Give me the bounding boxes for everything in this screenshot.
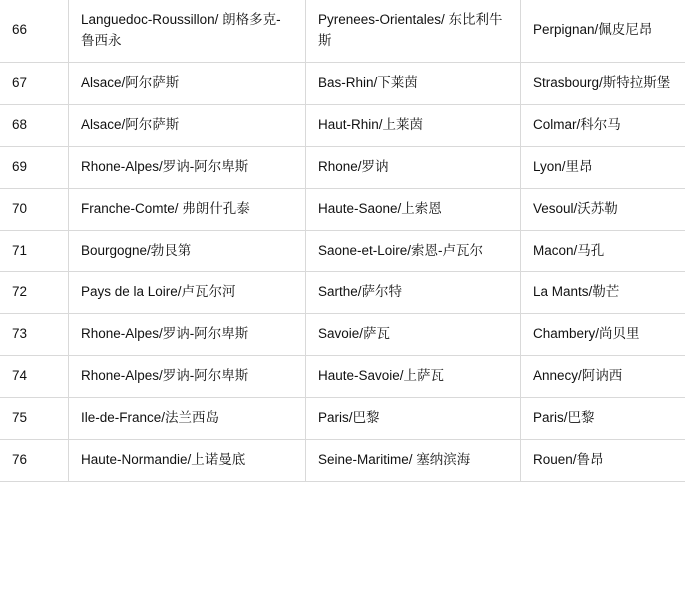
row-department: Haute-Savoie/上萨瓦 — [306, 356, 521, 398]
table-row — [0, 272, 685, 314]
row-city: Vesoul/沃苏勒 — [521, 188, 685, 230]
row-department: Saone-et-Loire/索恩-卢瓦尔 — [306, 230, 521, 272]
row-city: Macon/马孔 — [521, 230, 685, 272]
row-department: Sarthe/萨尔特 — [306, 272, 521, 314]
table-row — [0, 440, 685, 482]
row-city: Lyon/里昂 — [521, 146, 685, 188]
table-row — [0, 0, 685, 62]
table-row — [0, 104, 685, 146]
row-department: Rhone/罗讷 — [306, 146, 521, 188]
row-city: Strasbourg/斯特拉斯堡 — [521, 62, 685, 104]
table-row — [0, 356, 685, 398]
row-region: Rhone-Alpes/罗讷-阿尔卑斯 — [69, 314, 306, 356]
row-department: Savoie/萨瓦 — [306, 314, 521, 356]
row-region: Bourgogne/勃艮第 — [69, 230, 306, 272]
row-department: Haute-Saone/上索恩 — [306, 188, 521, 230]
table-row — [0, 230, 685, 272]
row-region: Alsace/阿尔萨斯 — [69, 62, 306, 104]
row-city: Annecy/阿讷西 — [521, 356, 685, 398]
row-region: Franche-Comte/ 弗朗什孔泰 — [69, 188, 306, 230]
table-row — [0, 146, 685, 188]
table-row — [0, 62, 685, 104]
row-department: Pyrenees-Orientales/ 东比利牛斯 — [306, 0, 521, 62]
row-city: Paris/巴黎 — [521, 398, 685, 440]
row-region: Pays de la Loire/卢瓦尔河 — [69, 272, 306, 314]
table-row — [0, 314, 685, 356]
row-index: 72 — [0, 272, 69, 314]
row-index: 70 — [0, 188, 69, 230]
row-department: Haut-Rhin/上莱茵 — [306, 104, 521, 146]
row-city: Perpignan/佩皮尼昂 — [521, 0, 685, 62]
row-region: Haute-Normandie/上诺曼底 — [69, 440, 306, 482]
row-region: Ile-de-France/法兰西岛 — [69, 398, 306, 440]
row-city: Chambery/尚贝里 — [521, 314, 685, 356]
table-row — [0, 188, 685, 230]
row-region: Languedoc-Roussillon/ 朗格多克-鲁西永 — [69, 0, 306, 62]
row-department: Paris/巴黎 — [306, 398, 521, 440]
row-index: 74 — [0, 356, 69, 398]
row-index: 75 — [0, 398, 69, 440]
table-row — [0, 398, 685, 440]
row-department: Seine-Maritime/ 塞纳滨海 — [306, 440, 521, 482]
row-index: 69 — [0, 146, 69, 188]
row-region: Alsace/阿尔萨斯 — [69, 104, 306, 146]
row-index: 73 — [0, 314, 69, 356]
row-region: Rhone-Alpes/罗讷-阿尔卑斯 — [69, 356, 306, 398]
row-index: 76 — [0, 440, 69, 482]
row-city: Rouen/鲁昂 — [521, 440, 685, 482]
row-city: Colmar/科尔马 — [521, 104, 685, 146]
row-index: 68 — [0, 104, 69, 146]
row-department: Bas-Rhin/下莱茵 — [306, 62, 521, 104]
row-index: 67 — [0, 62, 69, 104]
row-city: La Mants/勒芒 — [521, 272, 685, 314]
row-index: 71 — [0, 230, 69, 272]
row-index: 66 — [0, 0, 69, 62]
row-region: Rhone-Alpes/罗讷-阿尔卑斯 — [69, 146, 306, 188]
